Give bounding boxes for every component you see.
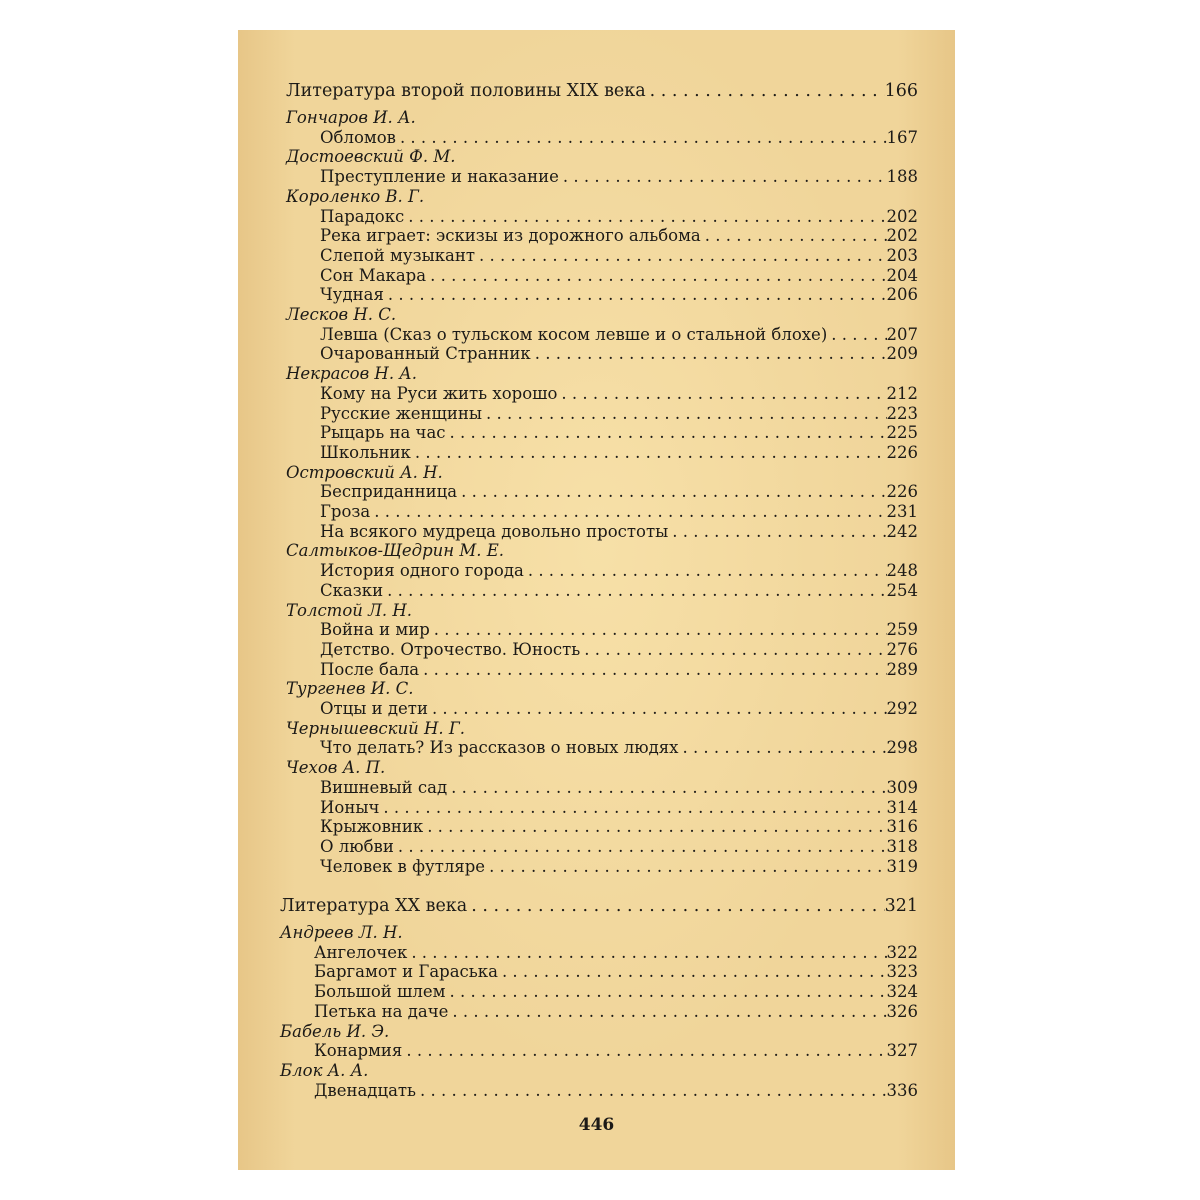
dot-leader (561, 384, 886, 404)
toc-entry-title: На всякого мудреца довольно простоты (320, 521, 669, 541)
author-name: Некрасов Н. А. (286, 364, 418, 384)
author-name: Блок А. А. (280, 1060, 369, 1080)
dot-leader (672, 522, 886, 542)
toc-entry-title: Крыжовник (320, 817, 424, 837)
toc-entry-title: Человек в футляре (320, 856, 486, 876)
toc-entry (320, 738, 918, 758)
dot-leader (432, 699, 887, 719)
toc-entry (320, 640, 918, 660)
toc-entry-title: Сказки (320, 580, 384, 600)
toc-entry (320, 660, 918, 680)
toc-entry-title: Бесприданница (320, 482, 458, 502)
toc-entry-title: О любви (320, 836, 394, 856)
toc-entry-title: История одного города (320, 561, 524, 581)
toc-entry (314, 1041, 918, 1061)
section-heading-title: Литература второй половины XIX века (286, 81, 646, 101)
toc-entry (320, 857, 918, 877)
author-name: Андреев Л. Н. (280, 923, 403, 942)
author-name: Чехов А. П. (286, 758, 386, 778)
toc-entry-title: Двенадцать (314, 1080, 417, 1100)
dot-leader (471, 895, 884, 917)
dot-leader (411, 943, 886, 963)
dot-leader (398, 837, 887, 857)
toc-entry (320, 325, 918, 345)
toc-entry-page-number: 327 (886, 1041, 918, 1061)
author-name: Гончаров И. А. (286, 108, 416, 127)
dot-leader (427, 817, 886, 837)
toc-entry-page-number: 292 (886, 699, 918, 718)
toc-entry (314, 1081, 918, 1101)
toc-entry-page-number: 209 (886, 344, 918, 364)
toc-entry-page-number: 318 (886, 836, 918, 856)
toc-entry-page-number: 336 (886, 1080, 918, 1100)
dot-leader (584, 640, 886, 660)
section-heading-page-number: 321 (884, 896, 918, 916)
toc-entry-title: Чудная (320, 285, 384, 305)
book-page (238, 30, 955, 1170)
toc-entry (320, 207, 918, 227)
toc-entry-title: Преступление и наказание (320, 167, 559, 187)
toc-entry-page-number: 322 (886, 942, 918, 962)
dot-leader (486, 404, 886, 424)
toc-entry-page-number: 324 (886, 982, 918, 1002)
toc-entry-page-number: 225 (886, 423, 918, 443)
author-name: Островский А. Н. (286, 462, 443, 482)
toc-entry-page-number: 167 (886, 127, 918, 147)
toc-entry-page-number: 226 (886, 442, 918, 462)
dot-leader (374, 502, 886, 522)
author-name: Короленко В. Г. (286, 186, 425, 206)
toc-entry-page-number: 248 (886, 561, 918, 581)
dot-leader (387, 581, 886, 601)
toc-entry (320, 443, 918, 463)
toc-entry-title: Гроза (320, 502, 371, 521)
toc-entry-title: Обломов (320, 127, 396, 147)
toc-entry (314, 962, 918, 982)
toc-entry-title: Слепой музыкант (320, 245, 475, 265)
toc-entry (320, 620, 918, 640)
toc-entry (320, 167, 918, 187)
toc-entry-page-number: 206 (886, 285, 918, 305)
toc-entry (320, 246, 918, 266)
toc-entry-page-number: 231 (886, 502, 918, 521)
toc-entry-page-number: 202 (886, 206, 918, 226)
dot-leader (383, 798, 886, 818)
toc-entry (320, 404, 918, 424)
toc-entry-title: Очарованный Странник (320, 344, 531, 364)
author-name: Тургенев И. С. (286, 679, 414, 699)
page-number: 446 (578, 1115, 615, 1135)
toc-entry (320, 561, 918, 581)
toc-entry-title: Река играет: эскизы из дорожного альбома (320, 226, 701, 246)
dot-leader (489, 857, 886, 877)
toc-entry (320, 128, 918, 148)
toc-entry-title: Отцы и дети (320, 699, 428, 718)
section-heading-page-number: 166 (884, 81, 918, 101)
dot-leader (388, 285, 887, 305)
toc-entry (320, 699, 918, 719)
toc-entry (320, 522, 918, 542)
section-heading (280, 895, 918, 917)
dot-leader (528, 561, 887, 581)
toc-entry-page-number: 316 (886, 817, 918, 837)
toc-entry-title: Конармия (314, 1041, 403, 1061)
toc-entry (320, 285, 918, 305)
author-name: Достоевский Ф. М. (286, 147, 456, 167)
dot-leader (705, 226, 887, 246)
toc-entry-page-number: 323 (886, 962, 918, 982)
toc-entry-page-number: 188 (886, 167, 918, 187)
dot-leader (434, 620, 887, 640)
toc-entry-title: После бала (320, 659, 420, 679)
toc-entry-title: Ионыч (320, 797, 380, 817)
author-name: Толстой Л. Н. (286, 600, 413, 620)
toc-entry-title: Детство. Отрочество. Юность (320, 639, 581, 659)
toc-entry (320, 344, 918, 364)
author-name: Бабель И. Э. (280, 1021, 390, 1041)
toc-entry-title: Большой шлем (314, 982, 446, 1002)
toc-entry (314, 1002, 918, 1022)
toc-entry-title: Ангелочек (314, 942, 408, 962)
toc-entry (320, 226, 918, 246)
toc-entry-page-number: 259 (886, 620, 918, 640)
toc-entry (320, 502, 918, 522)
toc-entry-page-number: 298 (886, 738, 918, 758)
toc-entry-title: Война и мир (320, 620, 430, 640)
toc-entry-title: Баргамот и Гараська (314, 962, 498, 982)
toc-entry-title: Левша (Сказ о тульском косом левше и о стальной блохе) (320, 324, 828, 344)
toc-entry-page-number: 203 (886, 245, 918, 265)
toc-entry-page-number: 326 (886, 1001, 918, 1021)
toc-entry-page-number: 242 (886, 521, 918, 541)
dot-leader (682, 738, 886, 758)
dot-leader (450, 423, 887, 443)
dot-leader (415, 443, 887, 463)
toc-entry (320, 266, 918, 286)
dot-leader (430, 266, 886, 286)
section-heading-title: Литература XX века (280, 896, 468, 916)
toc-entry-page-number: 254 (886, 580, 918, 600)
author-name: Лесков Н. С. (286, 305, 397, 324)
dot-leader (563, 167, 887, 187)
toc-entry (320, 581, 918, 601)
dot-leader (831, 325, 886, 345)
dot-leader (502, 962, 887, 982)
author-name: Салтыков-Щедрин М. Е. (286, 541, 505, 561)
toc-entry (320, 482, 918, 502)
dot-leader (650, 80, 885, 102)
dot-leader (423, 660, 886, 680)
toc-entry (320, 778, 918, 798)
toc-entry (320, 837, 918, 857)
dot-leader (535, 344, 887, 364)
toc-entry-page-number: 204 (886, 265, 918, 285)
toc-entry-page-number: 276 (886, 639, 918, 659)
toc-entry-page-number: 289 (886, 659, 918, 679)
dot-leader (406, 1041, 886, 1061)
toc-entry-page-number: 314 (886, 797, 918, 817)
section-heading (286, 80, 918, 102)
toc-entry-page-number: 202 (886, 226, 918, 246)
dot-leader (479, 246, 887, 266)
toc-entry-title: Парадокс (320, 206, 405, 226)
toc-entry (320, 384, 918, 404)
toc-entry-title: Сон Макара (320, 265, 427, 285)
toc-entry-page-number: 223 (886, 403, 918, 423)
toc-entry (314, 943, 918, 963)
toc-entry (320, 798, 918, 818)
toc-entry-page-number: 319 (886, 856, 918, 876)
toc-entry (320, 817, 918, 837)
toc-entry-page-number: 309 (886, 777, 918, 797)
toc-entry-title: Вишневый сад (320, 777, 448, 797)
dot-leader (420, 1081, 886, 1101)
toc-entry-page-number: 207 (886, 324, 918, 344)
toc-entry (314, 982, 918, 1002)
toc-entry-title: Что делать? Из рассказов о новых людях (320, 738, 679, 758)
toc-entry (320, 423, 918, 443)
toc-entry-title: Кому на Руси жить хорошо (320, 383, 558, 403)
dot-leader (449, 982, 886, 1002)
dot-leader (452, 1002, 886, 1022)
dot-leader (408, 207, 886, 227)
toc-entry-title: Петька на даче (314, 1001, 449, 1021)
toc-entry-page-number: 212 (886, 383, 918, 403)
author-name: Чернышевский Н. Г. (286, 718, 466, 738)
toc-entry-page-number: 226 (886, 482, 918, 502)
toc-entry-title: Школьник (320, 442, 411, 462)
toc-entry-title: Рыцарь на час (320, 423, 446, 443)
dot-leader (400, 128, 887, 148)
toc-entry-title: Русские женщины (320, 403, 483, 423)
dot-leader (451, 778, 886, 798)
dot-leader (461, 482, 886, 502)
